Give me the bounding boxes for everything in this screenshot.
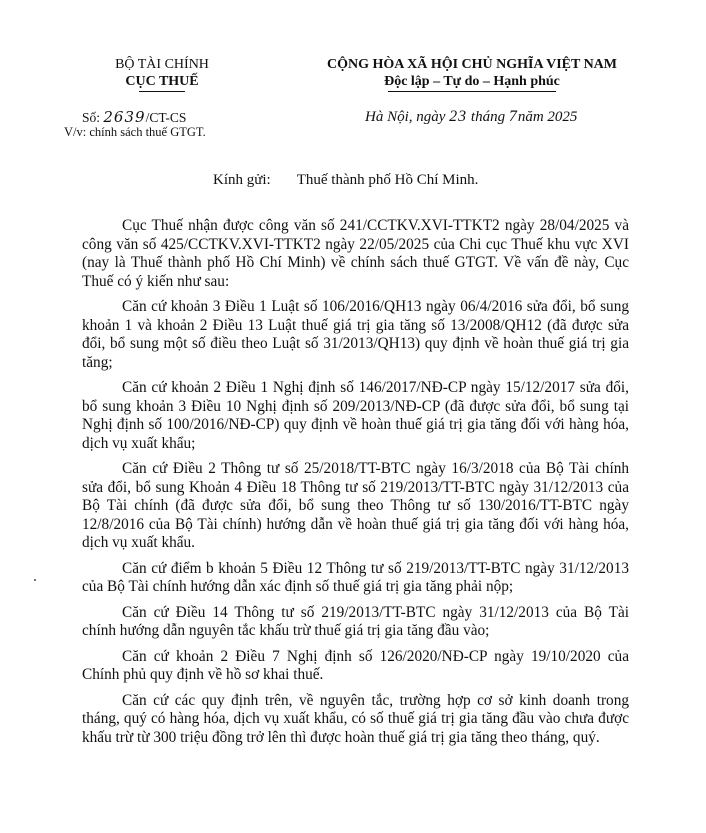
number-handwritten: 2639 — [103, 108, 146, 126]
recipient-line — [213, 172, 478, 189]
number-suffix: /CT-CS — [145, 110, 187, 125]
document-number — [82, 108, 186, 126]
body-paragraph: Căn cứ khoản 2 Điều 7 Nghị định số 126/2020/NĐ-CP ngày 19/10/2020 của Chính phủ quy định về hồ sơ khai thuế. — [82, 647, 629, 683]
recipient-name: Thuế thành phố Hồ Chí Minh. — [296, 172, 479, 188]
ministry-name: BỘ TÀI CHÍNH — [115, 57, 209, 72]
body-paragraph: Căn cứ khoản 3 Điều 1 Luật số 106/2016/QH13 ngày 06/4/2016 sửa đổi, bổ sung khoản 1 và khoản 2 Điều 13 Luật thuế giá trị gia tăng số 13/2008/QH12 (đã được sửa đổi, bổ sung một số điều theo Luật số 31/2013/QH13) quy định về hoàn thuế giá trị gia tăng; — [82, 298, 629, 371]
body-paragraph: Căn cứ Điều 2 Thông tư số 25/2018/TT-BTC ngày 16/3/2018 của Bộ Tài chính sửa đổi, bổ sung Khoản 4 Điều 18 Thông tư số 219/2013/TT-BTC ngày 31/12/2013 của Bộ Tài chính (đã được sửa đổi, bổ sung theo Thông tư số 130/2016/TT-BTC ngày 12/8/2016 của Bộ Tài chính) hướng dẫn về hoàn thuế giá trị gia tăng đối với hàng hóa, dịch vụ xuất khẩu. — [82, 460, 629, 551]
number-prefix: Số: — [82, 110, 101, 125]
date-year: năm 2025 — [517, 109, 578, 125]
date-prefix: Hà Nội, ngày — [365, 109, 446, 125]
body-paragraph: Cục Thuế nhận được công văn số 241/CCTKV.XVI-TTKT2 ngày 28/04/2025 và công văn số 425/CCTKV.XVI-TTKT2 ngày 22/05/2025 của Chi cục Thuế khu vực XVI (nay là Thuế thành phố Hồ Chí Minh) về chính sách thuế GTGT. Về vấn đề này, Cục Thuế có ý kiến như sau: — [82, 217, 629, 290]
recipient-label: Kính gửi: — [213, 172, 271, 188]
department-name: CỤC THUẾ — [125, 74, 199, 89]
date-month: 7 — [508, 108, 518, 125]
date-month-label: tháng — [470, 109, 506, 125]
nation-block — [296, 56, 648, 92]
issuer-block — [62, 56, 262, 92]
body-paragraph: Căn cứ các quy định trên, về nguyên tắc, trường hợp cơ sở kinh doanh trong tháng, quý có hàng hóa, dịch vụ xuất khẩu, có số thuế giá trị gia tăng đầu vào chưa được khấu trừ từ 300 triệu đồng trở lên thì được hoàn thuế giá trị gia tăng theo tháng, quý. — [82, 691, 629, 746]
issue-date — [365, 108, 577, 126]
motto-underline — [388, 91, 556, 92]
body-paragraph: Căn cứ điểm b khoản 5 Điều 12 Thông tư số 219/2013/TT-BTC ngày 31/12/2013 của Bộ Tài chính hướng dẫn xác định số thuế giá trị gia tăng phải nộp; — [82, 559, 629, 595]
national-motto: Độc lập – Tự do – Hạnh phúc — [384, 74, 560, 89]
body-paragraph: Căn cứ khoản 2 Điều 1 Nghị định số 146/2017/NĐ-CP ngày 15/12/2017 sửa đổi, bổ sung khoản 3 Điều 10 Nghị định số 209/2013/NĐ-CP (đã được sửa đổi, bổ sung tại Nghị định số 100/2016/NĐ-CP) quy định về hoàn thuế giá trị gia tăng đối với hàng hóa, dịch vụ xuất khẩu; — [82, 379, 629, 452]
date-day: 23 — [449, 108, 468, 125]
body-paragraph: Căn cứ Điều 14 Thông tư số 219/2013/TT-BTC ngày 31/12/2013 của Bộ Tài chính hướng dẫn nguyên tắc khấu trừ thuế giá trị gia tăng đầu vào; — [82, 603, 629, 639]
issuer-underline — [139, 91, 185, 92]
scan-speck — [34, 579, 36, 581]
letter-body — [82, 217, 629, 754]
nation-name: CỘNG HÒA XÃ HỘI CHỦ NGHĨA VIỆT NAM — [326, 57, 617, 72]
document-subject: V/v: chính sách thuế GTGT. — [64, 125, 206, 139]
